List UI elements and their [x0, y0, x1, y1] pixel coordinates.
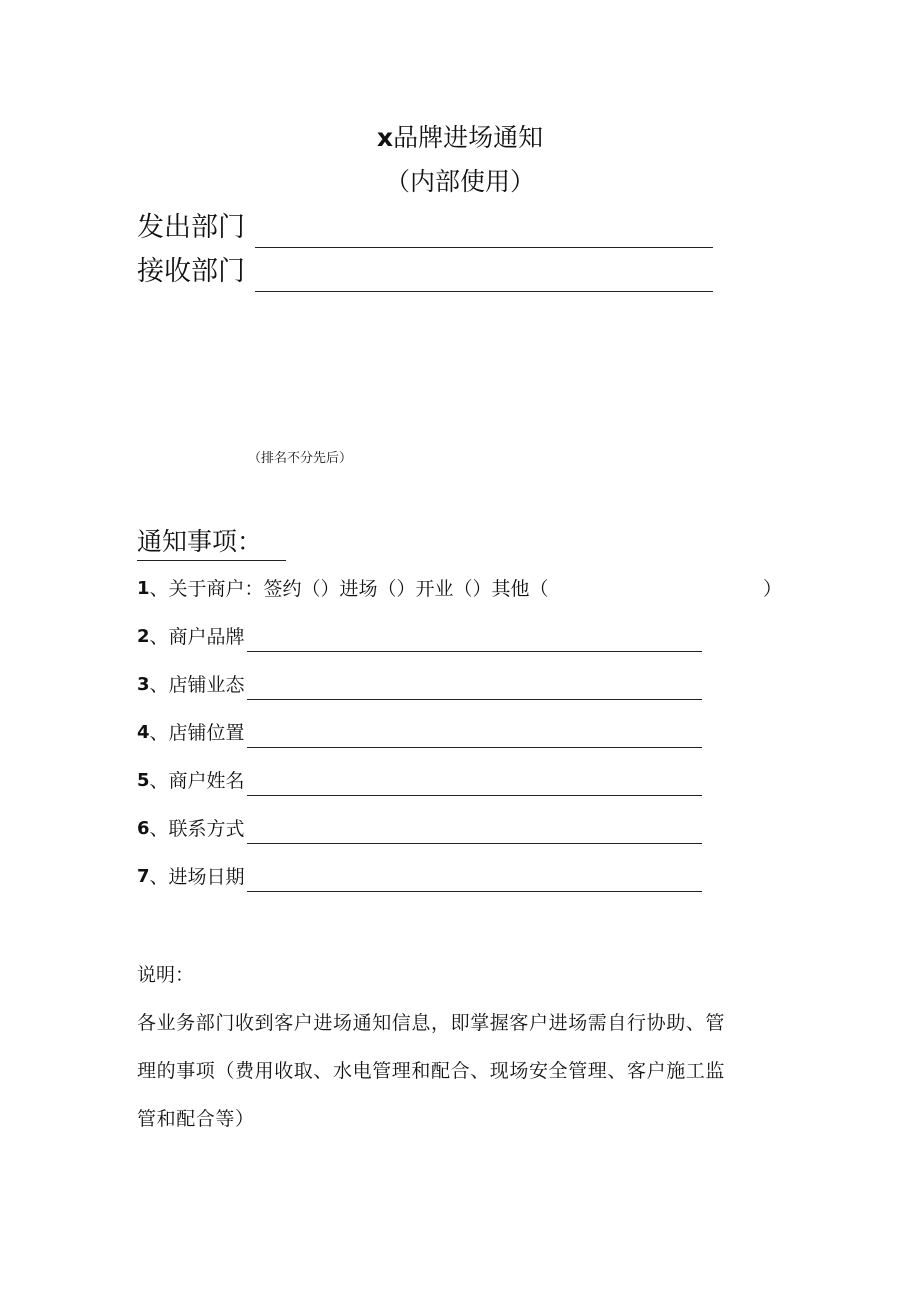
explanation-line: 管和配合等） — [137, 1108, 255, 1130]
item-merchant-brand — [137, 622, 702, 652]
item-label: 关于商户：签约（）进场（）开业（）其他（ — [168, 578, 549, 600]
item-label: 店铺位置 — [168, 722, 245, 744]
title-main: 品牌进场通知 — [393, 123, 544, 152]
item-store-format — [137, 670, 702, 700]
sender-department-row — [137, 208, 713, 248]
merchant-name-field[interactable] — [247, 773, 702, 796]
item-separator: 、 — [149, 818, 169, 840]
receiver-department-field[interactable] — [255, 261, 713, 292]
item-contact-info — [137, 814, 702, 844]
item-separator: 、 — [149, 866, 169, 888]
sender-department-label: 发出部门 — [137, 212, 245, 243]
store-format-field[interactable] — [247, 677, 702, 700]
item-label: 联系方式 — [168, 818, 245, 840]
item-merchant-type — [137, 574, 782, 604]
item-label: 店铺业态 — [168, 674, 245, 696]
store-location-field[interactable] — [247, 725, 702, 748]
document-title — [0, 118, 920, 158]
item-number: 4 — [137, 722, 150, 743]
item-separator: 、 — [149, 626, 169, 648]
item-label: 商户品牌 — [168, 626, 245, 648]
item-separator: 、 — [149, 674, 169, 696]
merchant-brand-field[interactable] — [247, 629, 702, 652]
item-separator: 、 — [149, 578, 169, 600]
document-subtitle: （内部使用） — [384, 167, 535, 196]
explanation-heading: 说明： — [137, 964, 195, 986]
item-close-paren: ） — [762, 578, 782, 600]
item-number: 2 — [137, 626, 150, 647]
item-separator: 、 — [149, 722, 169, 744]
item-number: 5 — [137, 770, 150, 791]
title-prefix: x — [376, 123, 394, 152]
item-number: 3 — [137, 674, 150, 695]
item-store-location — [137, 718, 702, 748]
item-separator: 、 — [149, 770, 169, 792]
item-merchant-name — [137, 766, 702, 796]
item-number: 1 — [137, 578, 150, 599]
item-number: 7 — [137, 866, 150, 887]
explanation-line: 理的事项（费用收取、水电管理和配合、现场安全管理、客户施工监 — [137, 1060, 726, 1082]
contact-info-field[interactable] — [247, 821, 702, 844]
notice-heading: 通知事项： — [137, 524, 286, 561]
receiver-department-label: 接收部门 — [137, 256, 245, 287]
item-number: 6 — [137, 818, 150, 839]
item-label: 进场日期 — [168, 866, 245, 888]
order-note: （排名不分先后） — [248, 451, 353, 466]
item-label: 商户姓名 — [168, 770, 245, 792]
receiver-department-row — [137, 252, 713, 292]
entry-date-field[interactable] — [247, 869, 702, 892]
explanation-line: 各业务部门收到客户进场通知信息，即掌握客户进场需自行协助、管 — [137, 1012, 726, 1034]
item-entry-date — [137, 862, 702, 892]
sender-department-field[interactable] — [255, 217, 713, 248]
